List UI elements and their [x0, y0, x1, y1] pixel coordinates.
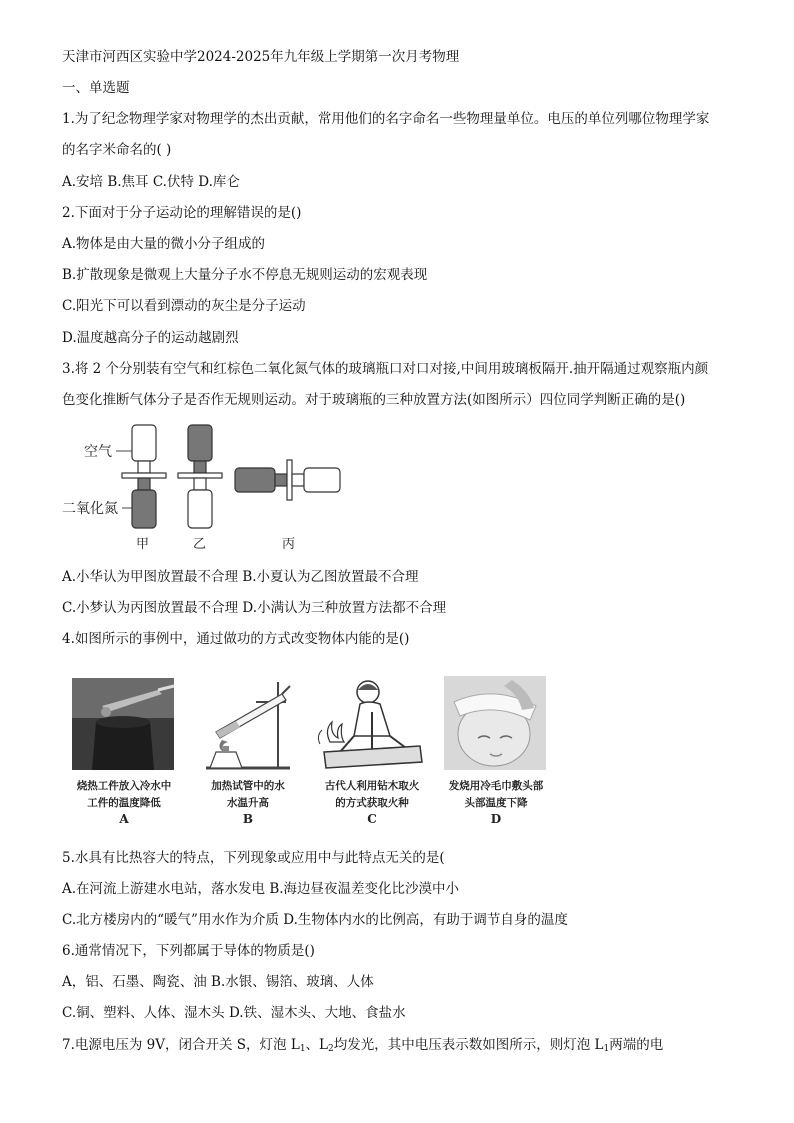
q6-options-cd — [62, 1004, 406, 1022]
q7-sub-2: 2 — [328, 1044, 334, 1054]
q4-a-caption-2: 工件的温度降低 — [87, 797, 161, 809]
exam-title: 天津市河西区实验中学2024-2025年九年级上学期第一次月考物理 — [62, 49, 460, 65]
q4-b-caption-1: 加热试管中的水 — [211, 780, 285, 792]
q6-stem: 6.通常情况下，下列都属于导体的物质是() — [62, 943, 315, 959]
setup-bing — [235, 460, 340, 500]
q4-c-caption-2: 的方式获取火种 — [335, 797, 409, 809]
q2-option-d: D.温度越高分子的运动越剧烈 — [62, 330, 239, 346]
no2-label: 二氧化氮 — [62, 501, 118, 517]
quench-image — [62, 672, 186, 774]
q3-stem-line2: 色变化推断气体分子是否作无规则运动。对于玻璃瓶的三种放置方法(如图所示）四位同学判断正确的是() — [62, 392, 686, 408]
q6-option-a: A，铝、石墨、陶瓷、油 — [62, 974, 207, 990]
q3-options-cd: C.小梦认为丙图放置最不合理 D.小满认为三种放置方法都不合理 — [62, 600, 447, 616]
q7-text-1: 7.电源电压为 9V，闭合开关 S，灯泡 L — [62, 1037, 300, 1053]
q5-options-ab — [62, 880, 459, 898]
q1-stem-line2: 的名字米命名的( ) — [62, 142, 172, 158]
q6-option-b: B.水银、锡箔、玻璃、人体 — [211, 974, 374, 990]
q5-option-d: D.生物体内水的比例高，有助于调节自身的温度 — [283, 912, 568, 928]
q4-d-caption-2: 头部温度下降 — [464, 797, 528, 809]
q4-a-letter: A — [119, 812, 129, 826]
drill-fire-image — [310, 672, 434, 774]
q4-b-caption-2: 水温升高 — [227, 797, 269, 809]
q4-stem: 4.如图所示的事例中，通过做功的方式改变物体内能的是() — [62, 631, 410, 647]
q2-option-a: A.物体是由大量的微小分子组成的 — [62, 236, 266, 252]
q4-panel-a — [62, 672, 186, 826]
label-yi: 乙 — [193, 537, 207, 550]
q6-options-ab — [62, 973, 374, 991]
q5-option-b: B.海边昼夜温差变化比沙漠中小 — [269, 881, 460, 897]
q4-b-letter: B — [242, 812, 254, 826]
q4-panel-c — [310, 672, 434, 826]
q4-panel-b — [186, 672, 310, 826]
q7-text-2: 、L — [305, 1037, 329, 1053]
q5-option-a: A.在河流上游建水电站，落水发电 — [62, 881, 266, 897]
q1-options: A.安培 B.焦耳 C.伏特 D.库仑 — [62, 174, 240, 190]
q3-stem-line1: 3.将 2 个分别装有空气和红棕色二氧化氮气体的玻璃瓶口对口对接,中间用玻璃板隔开.抽开隔通过观察瓶内颜 — [62, 361, 709, 377]
q6-option-c: C.铜、塑料、人体、湿木头 — [62, 1005, 225, 1021]
q4-a-caption-1: 烧热工件放入冷水中 — [76, 780, 172, 792]
q7-stem — [62, 1036, 663, 1058]
heating-tube-image — [186, 672, 310, 774]
label-bing: 丙 — [282, 537, 296, 550]
q4-c-letter: C — [367, 812, 377, 826]
q5-stem: 5.水具有比热容大的特点，下列现象或应用中与此特点无关的是( — [62, 850, 445, 866]
cold-towel-image — [434, 672, 558, 774]
q1-stem-line1: 1.为了纪念物理学家对物理学的杰出贡献，常用他们的名字命名一些物理量单位。电压的单位列哪位物理学家 — [62, 111, 710, 127]
q7-text-3: 均发光，其中电压表示数如图所示，则灯泡 L — [333, 1037, 604, 1053]
q5-options-cd — [62, 911, 568, 929]
q4-d-letter: D — [490, 812, 502, 826]
setup-jia — [122, 425, 166, 528]
q7-text-4: 两端的电 — [609, 1037, 664, 1053]
section-title: 一、单选题 — [62, 80, 130, 96]
q2-option-b: B.扩散现象是微观上大量分子水不停息无规则运动的宏观表现 — [62, 267, 428, 283]
q2-stem: 2.下面对于分子运动论的理解错误的是() — [62, 205, 302, 221]
q4-panel-d — [434, 672, 558, 826]
q7-sub-1: 1 — [299, 1044, 306, 1054]
q5-option-c: C.北方楼房内的“暖气”用水作为介质 — [62, 912, 279, 928]
label-jia: 甲 — [136, 537, 150, 550]
q2-option-c: C.阳光下可以看到漂动的灰尘是分子运动 — [62, 298, 306, 314]
q6-option-d: D.铁、湿木头、大地、食盐水 — [228, 1005, 406, 1021]
q4-c-caption-1: 古代人利用钻木取火 — [324, 780, 420, 792]
bottle-figure — [60, 420, 360, 550]
q4-d-caption-1: 发烧用冷毛巾敷头部 — [448, 780, 544, 792]
q3-options-ab: A.小华认为甲图放置最不合理 B.小夏认为乙图放置最不合理 — [62, 569, 419, 585]
q7-sub-3: 1 — [603, 1044, 610, 1054]
setup-yi — [178, 425, 222, 528]
air-label: 空气 — [84, 444, 112, 460]
